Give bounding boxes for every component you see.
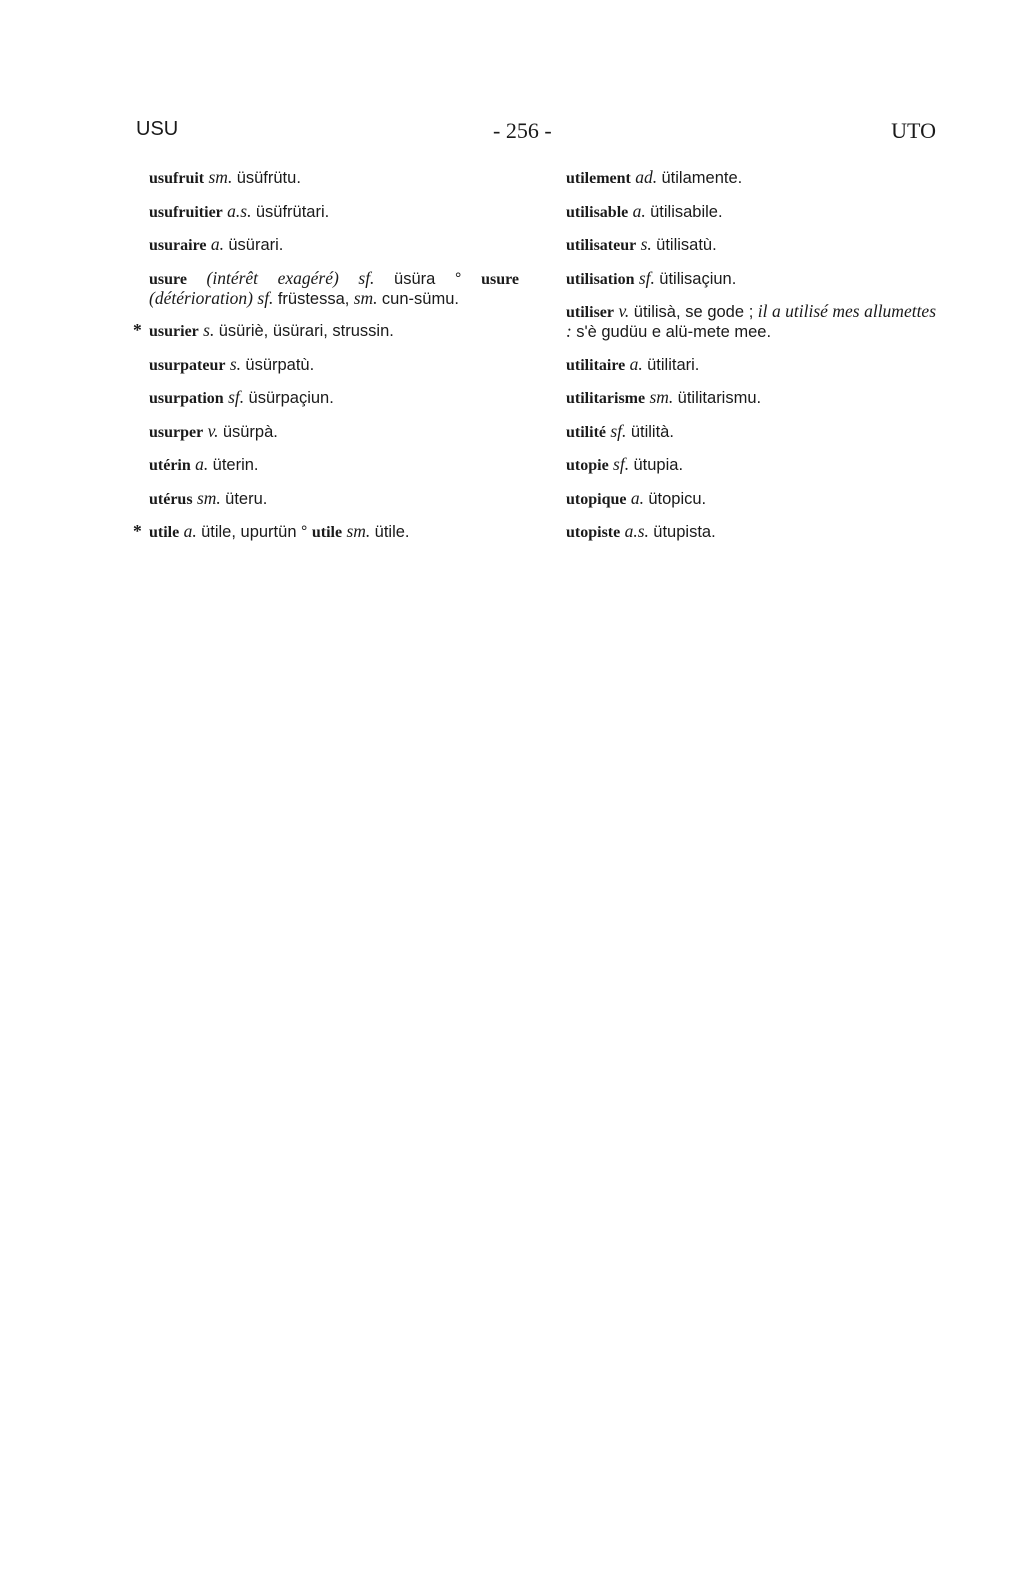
translation: ütilisatù. xyxy=(656,236,717,254)
translation: üsürpaçiun. xyxy=(248,389,334,407)
dictionary-entry xyxy=(566,235,936,255)
grammar-label: s. xyxy=(229,353,242,374)
dictionary-entry xyxy=(149,388,519,408)
grammar-label: v. xyxy=(207,420,219,441)
dictionary-entry xyxy=(566,202,936,222)
headword: utilement xyxy=(566,170,631,187)
headword: utopique xyxy=(566,490,627,508)
translation: üterin. xyxy=(212,456,259,474)
dictionary-entry xyxy=(566,422,936,442)
headword: utopiste xyxy=(566,524,621,541)
translation: ütilisaçiun. xyxy=(659,269,737,288)
grammar-label: sm. xyxy=(649,387,674,407)
grammar-label: v. xyxy=(618,301,630,321)
headword: utérin xyxy=(149,457,191,474)
translation: cun-sümu. xyxy=(381,289,459,308)
translation: üsürpatù. xyxy=(245,355,315,374)
grammar-label: ad. xyxy=(635,167,658,187)
sense-separator: ° xyxy=(454,269,462,288)
dictionary-entry xyxy=(149,202,519,222)
page-number: - 256 - xyxy=(493,118,552,143)
dictionary-entry xyxy=(566,269,936,289)
dictionary-entry xyxy=(149,269,519,308)
headword: utopie xyxy=(566,457,609,474)
headword-second-sense: usure xyxy=(481,270,519,288)
translation: üsüra xyxy=(394,269,436,288)
headword: usurier xyxy=(149,323,199,340)
asterisk-marker: * xyxy=(133,320,142,340)
translation: üsürpà. xyxy=(222,422,278,441)
dictionary-entry xyxy=(133,521,519,542)
headword: utilisable xyxy=(566,203,629,221)
translation: üsürari. xyxy=(228,236,284,254)
translation: ütupia. xyxy=(633,456,684,474)
grammar-label: (intérêt exagéré) sf. xyxy=(206,267,375,288)
translation: üsüfrütari. xyxy=(255,202,330,221)
headword: utilité xyxy=(566,423,606,441)
grammar-label: a.s. xyxy=(624,521,649,541)
header-right-guideword: UTO xyxy=(891,118,936,143)
headword: utile xyxy=(149,524,180,541)
dictionary-entry xyxy=(566,302,936,341)
translation: ütilamente. xyxy=(661,169,743,187)
example-translation: s'è gudüu e alü-mete mee. xyxy=(576,323,772,341)
dictionary-entry xyxy=(566,355,936,375)
grammar-label: a. xyxy=(183,521,197,541)
sense-separator: ° xyxy=(300,523,308,541)
dictionary-entry xyxy=(149,489,519,509)
translation: ütilisabile. xyxy=(650,202,723,221)
translation: ütopicu. xyxy=(648,489,707,508)
grammar-label: a. xyxy=(630,487,644,508)
headword: utilisation xyxy=(566,270,635,288)
grammar-label: sf. xyxy=(228,387,245,407)
translation: üsüriè, üsürari, strussin. xyxy=(218,322,394,340)
headword: usufruitier xyxy=(149,203,223,221)
grammar-label: a.s. xyxy=(227,200,252,221)
dictionary-entry xyxy=(566,388,936,408)
headword: usure xyxy=(149,270,187,288)
dictionary-entry xyxy=(133,320,519,341)
asterisk-marker: * xyxy=(133,521,142,541)
dictionary-entry xyxy=(149,422,519,442)
grammar-label: sf. xyxy=(638,267,655,288)
grammar-label: s. xyxy=(203,320,215,340)
grammar-label: a. xyxy=(210,234,224,254)
headword-second-sense: utile xyxy=(311,524,343,541)
right-column xyxy=(566,168,936,556)
grammar-label: sf. xyxy=(613,454,630,474)
dictionary-entry xyxy=(566,168,936,188)
headword: utilitarisme xyxy=(566,390,646,407)
grammar-label: a. xyxy=(632,200,646,221)
dictionary-entry xyxy=(149,455,519,475)
headword: utérus xyxy=(149,490,193,508)
translation: ütilità. xyxy=(630,422,674,441)
grammar-label: s. xyxy=(640,234,652,254)
grammar-label: sm. xyxy=(208,167,233,187)
grammar-label: sm. xyxy=(353,287,378,308)
dictionary-entry xyxy=(149,355,519,375)
headword: utilitaire xyxy=(566,356,626,374)
headword: usuraire xyxy=(149,237,207,254)
dictionary-entry xyxy=(566,455,936,475)
header-left-guideword: USU xyxy=(136,118,179,140)
grammar-label: a. xyxy=(629,353,643,374)
headword: utiliser xyxy=(566,304,614,321)
dictionary-entry xyxy=(149,235,519,255)
translation: üsüfrütu. xyxy=(236,169,301,187)
grammar-label: (détérioration) sf. xyxy=(149,287,274,308)
headword: usurper xyxy=(149,423,204,441)
dictionary-entry xyxy=(149,168,519,188)
headword: usurpateur xyxy=(149,356,226,374)
running-head xyxy=(136,118,936,150)
headword: usufruit xyxy=(149,170,205,187)
grammar-label: sm. xyxy=(346,521,371,541)
headword: utilisateur xyxy=(566,237,637,254)
example-phrase: il a utilisé mes allumettes : xyxy=(566,301,937,341)
translation: früstessa, xyxy=(277,289,350,308)
dictionary-entry xyxy=(566,522,936,542)
translation: ütilitarismu. xyxy=(677,389,762,407)
headword: usurpation xyxy=(149,390,224,407)
grammar-label: sm. xyxy=(196,487,221,508)
translation: ütilitari. xyxy=(647,355,700,374)
translation: ütupista. xyxy=(653,523,716,541)
translation: ütilisà, se gode ; xyxy=(633,303,754,321)
translation: ütile. xyxy=(374,523,410,541)
translation: ütile, upurtün xyxy=(201,523,297,541)
translation: üteru. xyxy=(225,489,268,508)
dictionary-entry xyxy=(566,489,936,509)
grammar-label: a. xyxy=(195,454,209,474)
left-column xyxy=(133,167,519,556)
grammar-label: sf. xyxy=(610,420,627,441)
